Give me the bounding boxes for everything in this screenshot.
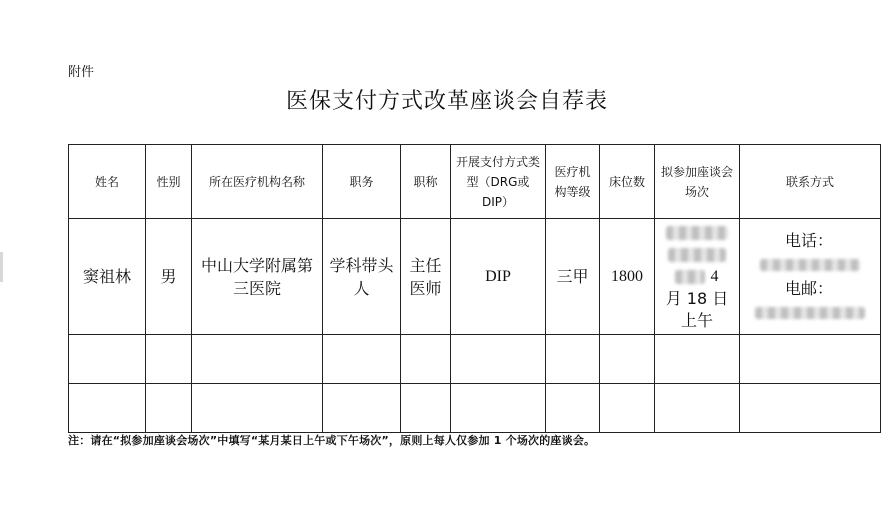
- table-row: [69, 219, 881, 335]
- empty-cell: [323, 384, 401, 433]
- header-hospital-level: 医疗机构等级: [546, 145, 600, 219]
- cell-rank: 主任医师: [401, 219, 451, 335]
- empty-cell: [401, 335, 451, 384]
- cell-institution: 中山大学附属第三医院: [192, 219, 323, 335]
- empty-cell: [192, 384, 323, 433]
- redacted-session-1: [666, 226, 728, 240]
- footnote: 注：请在“拟参加座谈会场次”中填写“某月某日上午或下午场次”，原则上每人仅参加 1 个场次的座谈会。: [68, 434, 596, 447]
- session-fragment-2: 月 18 日: [665, 289, 729, 308]
- header-beds: 床位数: [600, 145, 655, 219]
- attachment-label: 附件: [68, 65, 95, 80]
- page-title: 医保支付方式改革座谈会自荐表: [285, 89, 608, 114]
- redacted-phone: [760, 259, 860, 271]
- empty-cell: [740, 335, 881, 384]
- cell-gender: 男: [146, 219, 192, 335]
- cell-beds: 1800: [600, 219, 655, 335]
- empty-cell: [740, 384, 881, 433]
- empty-cell: [600, 335, 655, 384]
- header-position: 职务: [323, 145, 401, 219]
- empty-cell: [451, 384, 546, 433]
- empty-cell: [655, 384, 740, 433]
- table-row: [69, 335, 881, 384]
- redacted-session-3: [675, 270, 705, 284]
- phone-label: 电话：: [785, 230, 834, 250]
- redacted-session-2: [668, 248, 726, 262]
- header-rank: 职称: [401, 145, 451, 219]
- empty-cell: [401, 384, 451, 433]
- empty-cell: [546, 335, 600, 384]
- cell-session: [655, 219, 740, 335]
- empty-cell: [192, 335, 323, 384]
- header-name: 姓名: [69, 145, 146, 219]
- empty-cell: [69, 335, 146, 384]
- table-row: [69, 384, 881, 433]
- cell-contact: [740, 219, 881, 335]
- header-contact: 联系方式: [740, 145, 881, 219]
- email-label: 电邮：: [785, 278, 834, 298]
- empty-cell: [146, 384, 192, 433]
- header-session: 拟参加座谈会场次: [655, 145, 740, 219]
- empty-cell: [69, 384, 146, 433]
- cell-position: 学科带头人: [323, 219, 401, 335]
- cell-hospital-level: 三甲: [546, 219, 600, 335]
- cell-name: 窦祖林: [69, 219, 146, 335]
- page-edge-mark: [0, 252, 3, 282]
- empty-cell: [451, 335, 546, 384]
- empty-cell: [146, 335, 192, 384]
- cell-payment-type: DIP: [451, 219, 546, 335]
- header-institution: 所在医疗机构名称: [192, 145, 323, 219]
- empty-cell: [323, 335, 401, 384]
- recommendation-form-table: [68, 144, 881, 433]
- session-fragment-3: 上午: [680, 311, 713, 330]
- redacted-email: [755, 307, 865, 319]
- header-row: [69, 145, 881, 219]
- header-gender: 性别: [146, 145, 192, 219]
- session-fragment-1: 4: [710, 268, 719, 285]
- header-payment-type: 开展支付方式类型（DRG或DIP）: [451, 145, 546, 219]
- empty-cell: [546, 384, 600, 433]
- empty-cell: [600, 384, 655, 433]
- empty-cell: [655, 335, 740, 384]
